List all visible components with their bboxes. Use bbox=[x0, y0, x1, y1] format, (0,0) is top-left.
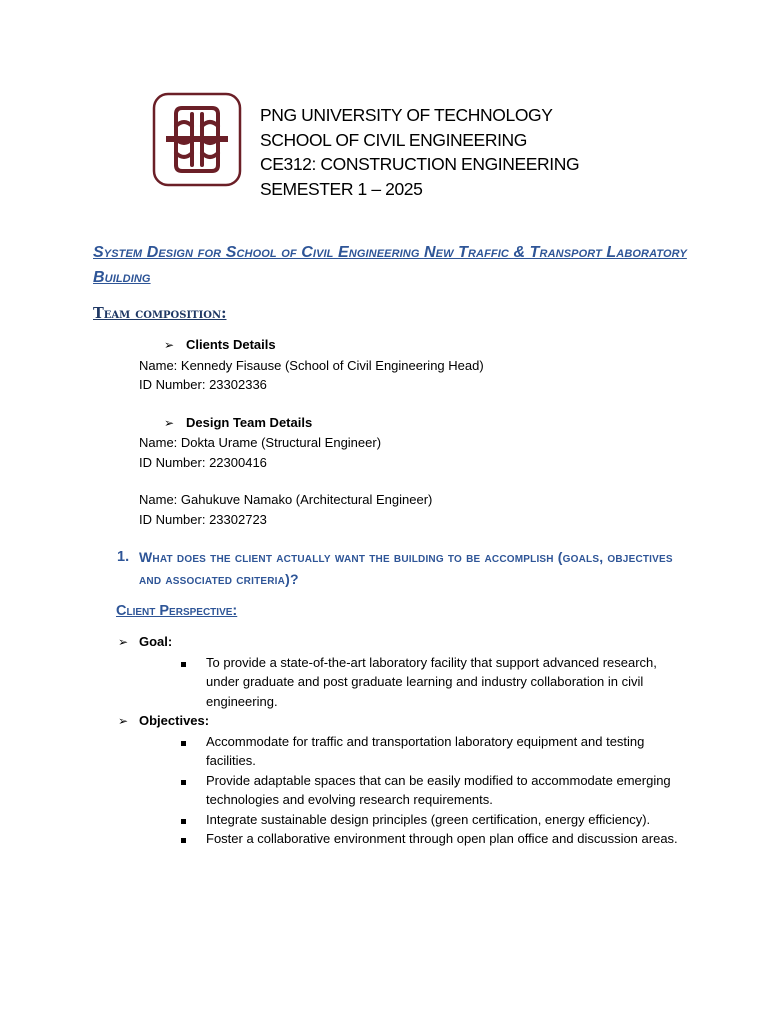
arrow-bullet-icon: ➢ bbox=[118, 714, 129, 728]
team-details bbox=[139, 335, 484, 529]
university-header bbox=[260, 103, 579, 201]
member-id: ID Number: 23302723 bbox=[139, 511, 267, 527]
university-logo bbox=[152, 92, 242, 187]
square-bullet-icon bbox=[139, 732, 206, 771]
objective-item: Integrate sustainable design principles (green certification, energy efficiency). bbox=[206, 811, 651, 827]
arrow-bullet-icon: ➢ bbox=[164, 415, 175, 430]
objective-item: Provide adaptable spaces that can be easily modified to accommodate emerging technologies and evolving research requirements. bbox=[206, 772, 671, 807]
header-university: PNG UNIVERSITY OF TECHNOLOGY bbox=[260, 105, 553, 125]
objective-item: Foster a collaborative environment through open plan office and discussion areas. bbox=[206, 831, 678, 846]
member-name: Name: Gahukuve Namako (Architectural Engineer) bbox=[139, 492, 433, 507]
team-details-table bbox=[139, 335, 484, 529]
square-bullet-icon bbox=[139, 829, 206, 849]
perspective-lists bbox=[118, 632, 688, 849]
goal-item: To provide a state-of-the-art laboratory facility that support advanced research, under graduate and post graduate learning and industry collaboration in civil engineering. bbox=[206, 654, 657, 709]
member-id: ID Number: 22300416 bbox=[139, 454, 267, 470]
client-perspective-heading: Client Perspective: bbox=[116, 603, 238, 619]
arrow-bullet-icon: ➢ bbox=[164, 338, 175, 352]
arrow-bullet-icon: ➢ bbox=[118, 635, 129, 649]
square-bullet-icon bbox=[139, 810, 206, 830]
list-item bbox=[118, 653, 688, 712]
clients-details-label: Clients Details bbox=[186, 337, 276, 352]
list-item bbox=[118, 732, 688, 771]
list-item bbox=[118, 810, 688, 830]
list-item bbox=[118, 829, 688, 849]
header-school: SCHOOL OF CIVIL ENGINEERING bbox=[260, 129, 527, 150]
design-team-bullet-row bbox=[139, 413, 484, 434]
team-composition-heading: Team composition: bbox=[93, 305, 227, 322]
client-name: Name: Kennedy Fisause (School of Civil Engineering Head) bbox=[139, 357, 484, 373]
list-item bbox=[118, 771, 688, 810]
question-number: 1. bbox=[117, 549, 130, 565]
goal-label: Goal: bbox=[139, 634, 173, 649]
perspective-table bbox=[118, 632, 688, 849]
question-1 bbox=[117, 546, 687, 590]
square-bullet-icon bbox=[139, 653, 206, 712]
objective-item: Accommodate for traffic and transportation laboratory equipment and testing facilities. bbox=[206, 733, 645, 768]
question-text: What does the client actually want the building to be accomplish (goals, objectives and associated criteria)? bbox=[139, 549, 673, 587]
client-id: ID Number: 23302336 bbox=[139, 377, 267, 392]
header-semester: SEMESTER 1 – 2025 bbox=[260, 178, 423, 199]
objectives-label: Objectives: bbox=[139, 713, 210, 728]
square-bullet-icon bbox=[139, 771, 206, 810]
goal-row bbox=[118, 632, 688, 653]
member-name: Name: Dokta Urame (Structural Engineer) bbox=[139, 435, 382, 450]
objectives-row bbox=[118, 711, 688, 732]
design-team-label: Design Team Details bbox=[186, 414, 313, 430]
header-course: CE312: CONSTRUCTION ENGINEERING bbox=[260, 154, 580, 174]
clients-bullet-row bbox=[139, 335, 484, 356]
document-title: System Design for School of Civil Engineering New Traffic & Transport Laboratory Building bbox=[93, 244, 687, 286]
crest-icon bbox=[152, 92, 242, 187]
